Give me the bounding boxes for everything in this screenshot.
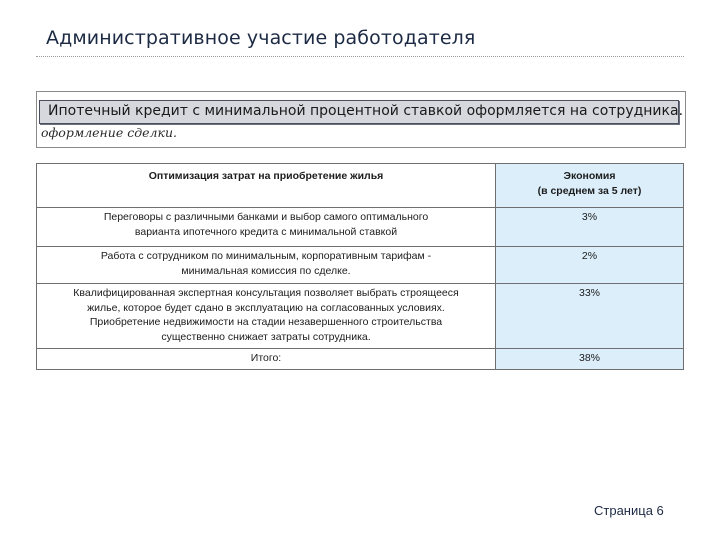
row-value: 33% — [496, 284, 684, 349]
table-row — [37, 284, 684, 349]
row-text-line: жилье, которое будет сдано в эксплуатацию на согласованных условиях. — [87, 301, 445, 314]
table-header-row — [37, 164, 684, 208]
row-text-line: варианта ипотечного кредита с минимальной ставкой — [134, 225, 398, 238]
note-text: Ипотечный кредит с минимальной процентной ставкой оформляется на сотрудника. — [48, 103, 684, 119]
table-row — [37, 208, 684, 247]
row-text-line: Квалифицированная экспертная консультация позволяет выбрать строящееся — [73, 287, 459, 299]
header-savings-line1: Экономия — [563, 170, 616, 182]
table-total-row — [37, 349, 684, 370]
intro-box — [36, 91, 686, 148]
row-description — [37, 284, 496, 349]
header-optimization: Оптимизация затрат на приобретение жилья — [37, 164, 496, 208]
page-number: Страница 6 — [594, 503, 664, 518]
intro-tail-text: оформление сделки. — [41, 125, 177, 140]
row-value: 2% — [496, 247, 684, 284]
row-text-line: Работа с сотрудником по минимальным, корпоративным тарифам - — [100, 250, 432, 262]
row-description — [37, 247, 496, 284]
row-text-line: существенно снижает затраты сотрудника. — [161, 331, 371, 344]
row-text-line: Переговоры с различными банками и выбор самого оптимального — [103, 211, 429, 223]
table-row — [37, 247, 684, 284]
row-description — [37, 208, 496, 247]
total-value: 38% — [496, 349, 684, 370]
total-label: Итого: — [37, 349, 496, 370]
note-highlight — [39, 100, 684, 124]
header-savings-line2: (в среднем за 5 лет) — [537, 184, 642, 197]
row-value: 3% — [496, 208, 684, 247]
cost-table — [36, 163, 684, 370]
header-savings — [496, 164, 684, 208]
row-text-line: минимальная комиссия по сделке. — [181, 264, 351, 277]
title-divider — [36, 56, 684, 57]
row-text-line: Приобретение недвижимости на стадии незавершенного строительства — [89, 316, 443, 329]
page-title: Административное участие работодателя — [46, 27, 476, 49]
